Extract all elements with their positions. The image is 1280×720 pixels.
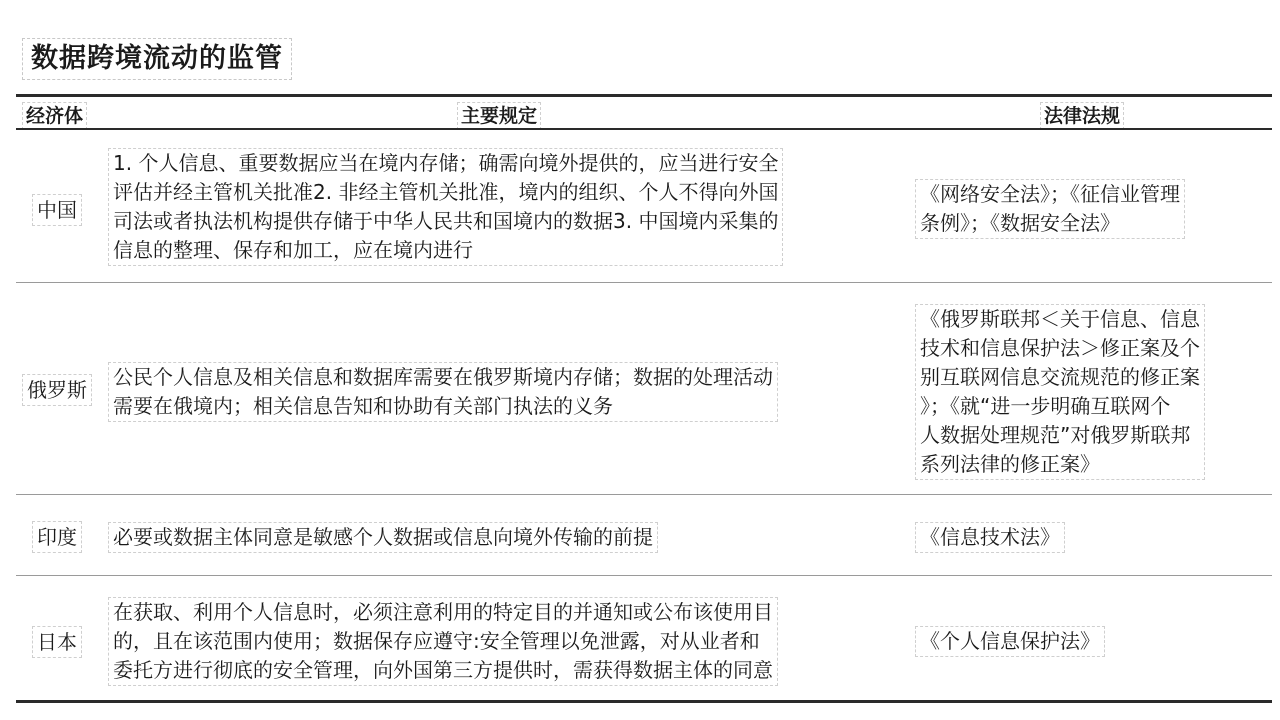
header-laws: 法律法规 (1040, 102, 1124, 130)
laws-cell: 《俄罗斯联邦＜关于信息、信息 技术和信息保护法＞修正案及个 别互联网信息交流规范的修正案 》；《就“进一步明确互联网个 人数据处理规范”对俄罗斯联邦 系列法律的修正案》 (915, 304, 1205, 480)
economy-cell: 中国 (32, 194, 82, 226)
row-divider (16, 282, 1272, 283)
header-bottom-rule (16, 128, 1272, 130)
economy-cell: 印度 (32, 521, 82, 553)
laws-cell: 《个人信息保护法》 (915, 626, 1105, 657)
table-top-rule (16, 94, 1272, 97)
header-provisions: 主要规定 (457, 102, 541, 130)
laws-cell: 《信息技术法》 (915, 522, 1065, 553)
row-divider (16, 575, 1272, 576)
provisions-cell: 在获取、利用个人信息时，必须注意利用的特定目的并通知或公布该使用目 的，且在该范围内使用；数据保存应遵守:安全管理以免泄露，对从业者和 委托方进行彻底的安全管理，向外国第三方提供时，需获得数据主体的同意 (108, 597, 778, 686)
header-economy: 经济体 (22, 102, 87, 130)
provisions-cell: 1. 个人信息、重要数据应当在境内存储；确需向境外提供的，应当进行安全 评估并经主管机关批准2. 非经主管机关批准，境内的组织、个人不得向外国 司法或者执法机构提供存储于中华人民共和国境内的数据3. 中国境内采集的 信息的整理、保存和加工，应在境内进行 (108, 148, 783, 266)
laws-cell: 《网络安全法》；《征信业管理 条例》；《数据安全法》 (915, 179, 1185, 239)
economy-cell: 俄罗斯 (22, 374, 92, 406)
economy-cell: 日本 (32, 626, 82, 658)
table-bottom-rule (16, 700, 1272, 703)
row-divider (16, 494, 1272, 495)
page-title: 数据跨境流动的监管 (22, 38, 292, 80)
provisions-cell: 公民个人信息及相关信息和数据库需要在俄罗斯境内存储；数据的处理活动 需要在俄境内；相关信息告知和协助有关部门执法的义务 (108, 362, 778, 422)
provisions-cell: 必要或数据主体同意是敏感个人数据或信息向境外传输的前提 (108, 522, 658, 553)
